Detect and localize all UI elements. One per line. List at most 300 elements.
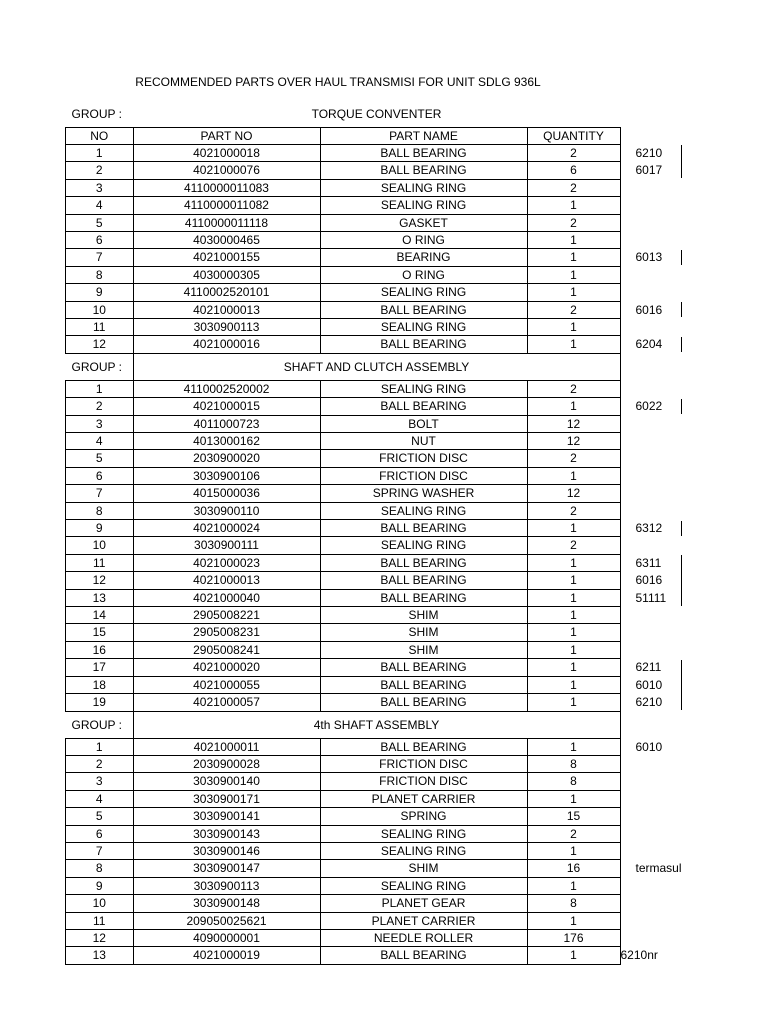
quantity: 1 bbox=[527, 520, 620, 537]
part-name: BALL BEARING bbox=[320, 554, 527, 571]
item-number: 6 bbox=[66, 231, 134, 248]
bearing-remark bbox=[620, 197, 711, 214]
item-number: 13 bbox=[66, 589, 134, 606]
table-row bbox=[66, 380, 712, 397]
part-name: SEALING RING bbox=[320, 877, 527, 894]
item-number: 1 bbox=[66, 738, 134, 755]
column-header: PART NAME bbox=[320, 127, 527, 144]
document-title: RECOMMENDED PARTS OVER HAUL TRANSMISI FOR UNIT SDLG 936L bbox=[135, 75, 541, 89]
bearing-remark bbox=[620, 214, 711, 231]
table-row bbox=[66, 450, 712, 467]
table-row bbox=[66, 415, 712, 432]
part-name: SEALING RING bbox=[320, 179, 527, 196]
part-number: 4021000155 bbox=[133, 249, 320, 266]
part-number: 3030900111 bbox=[133, 537, 320, 554]
part-name: SHIM bbox=[320, 860, 527, 877]
part-number: 4110002520101 bbox=[133, 284, 320, 301]
quantity: 1 bbox=[527, 790, 620, 807]
group-label: GROUP : bbox=[71, 717, 122, 732]
remark-cell bbox=[620, 353, 711, 380]
bearing-remark bbox=[620, 694, 711, 711]
part-name: SHIM bbox=[320, 624, 527, 641]
part-name: FRICTION DISC bbox=[320, 755, 527, 772]
part-number: 4090000001 bbox=[133, 929, 320, 946]
bearing-remark bbox=[620, 860, 711, 877]
quantity: 2 bbox=[527, 825, 620, 842]
bearing-remark bbox=[620, 485, 711, 502]
bracket-mark bbox=[681, 674, 682, 692]
table-row bbox=[66, 755, 712, 772]
bracket-mark bbox=[681, 555, 682, 570]
part-number: 3030900148 bbox=[133, 895, 320, 912]
item-number: 13 bbox=[66, 947, 134, 964]
bearing-remark bbox=[620, 912, 711, 929]
part-name: BEARING bbox=[320, 249, 527, 266]
item-number: 18 bbox=[66, 676, 134, 693]
part-number: 3030900110 bbox=[133, 502, 320, 519]
table-row bbox=[66, 694, 712, 711]
item-number: 3 bbox=[66, 415, 134, 432]
quantity: 15 bbox=[527, 808, 620, 825]
part-name: BALL BEARING bbox=[320, 301, 527, 318]
item-number: 15 bbox=[66, 624, 134, 641]
part-number: 4021000016 bbox=[133, 336, 320, 353]
part-number: 2905008231 bbox=[133, 624, 320, 641]
table-row bbox=[66, 398, 712, 415]
part-number: 3030900106 bbox=[133, 467, 320, 484]
item-number: 17 bbox=[66, 659, 134, 676]
quantity: 1 bbox=[527, 694, 620, 711]
quantity: 1 bbox=[527, 249, 620, 266]
group-header bbox=[66, 711, 712, 738]
part-name: SHIM bbox=[320, 607, 527, 624]
bearing-remark bbox=[620, 502, 711, 519]
quantity: 1 bbox=[527, 676, 620, 693]
quantity: 8 bbox=[527, 773, 620, 790]
bearing-remark bbox=[620, 415, 711, 432]
item-number: 6 bbox=[66, 467, 134, 484]
part-number: 4021000013 bbox=[133, 572, 320, 589]
quantity: 12 bbox=[527, 415, 620, 432]
item-number: 19 bbox=[66, 694, 134, 711]
table-row bbox=[66, 179, 712, 196]
bracket-mark bbox=[681, 250, 682, 265]
part-name: BALL BEARING bbox=[320, 738, 527, 755]
part-number: 4021000076 bbox=[133, 162, 320, 179]
bearing-remark bbox=[620, 336, 711, 353]
part-number: 3030900113 bbox=[133, 877, 320, 894]
remark-cell bbox=[620, 711, 711, 738]
part-number: 3030900140 bbox=[133, 773, 320, 790]
table-row bbox=[66, 520, 712, 537]
table-row bbox=[66, 214, 712, 231]
quantity: 2 bbox=[527, 537, 620, 554]
quantity: 1 bbox=[527, 607, 620, 624]
table-row bbox=[66, 336, 712, 353]
part-name: SPRING WASHER bbox=[320, 485, 527, 502]
part-name: SEALING RING bbox=[320, 842, 527, 859]
part-name: SHIM bbox=[320, 641, 527, 658]
bearing-remark bbox=[620, 433, 711, 450]
group-label: GROUP : bbox=[71, 359, 122, 374]
group-header bbox=[66, 353, 712, 380]
table-row bbox=[66, 485, 712, 502]
item-number: 3 bbox=[66, 773, 134, 790]
item-number: 7 bbox=[66, 249, 134, 266]
part-name: BALL BEARING bbox=[320, 572, 527, 589]
part-number: 4011000723 bbox=[133, 415, 320, 432]
bracket-mark bbox=[681, 160, 682, 178]
part-name: SEALING RING bbox=[320, 284, 527, 301]
table-row bbox=[66, 825, 712, 842]
part-number: 3030900143 bbox=[133, 825, 320, 842]
bearing-remark-text: 6210nr bbox=[620, 948, 658, 963]
item-number: 2 bbox=[66, 398, 134, 415]
group-header bbox=[66, 101, 712, 127]
part-number: 4021000023 bbox=[133, 554, 320, 571]
quantity: 2 bbox=[527, 380, 620, 397]
item-number: 12 bbox=[66, 929, 134, 946]
part-number: 4021000024 bbox=[133, 520, 320, 537]
parts-table bbox=[65, 101, 712, 965]
item-number: 1 bbox=[66, 144, 134, 161]
table-row bbox=[66, 589, 712, 606]
quantity: 1 bbox=[527, 659, 620, 676]
table-row bbox=[66, 842, 712, 859]
part-number: 3030900146 bbox=[133, 842, 320, 859]
part-name: FRICTION DISC bbox=[320, 467, 527, 484]
part-name: SEALING RING bbox=[320, 502, 527, 519]
quantity: 2 bbox=[527, 301, 620, 318]
part-name: FRICTION DISC bbox=[320, 773, 527, 790]
item-number: 12 bbox=[66, 572, 134, 589]
remark-cell bbox=[620, 101, 711, 127]
bearing-remark-text: 6010 bbox=[635, 677, 663, 692]
table-row bbox=[66, 947, 712, 964]
part-name: SEALING RING bbox=[320, 318, 527, 335]
item-number: 7 bbox=[66, 485, 134, 502]
item-number: 10 bbox=[66, 537, 134, 554]
quantity: 1 bbox=[527, 572, 620, 589]
quantity: 1 bbox=[527, 398, 620, 415]
table-row bbox=[66, 162, 712, 179]
quantity: 1 bbox=[527, 336, 620, 353]
quantity: 12 bbox=[527, 485, 620, 502]
bearing-remark-text: 6016 bbox=[635, 573, 663, 588]
quantity: 1 bbox=[527, 641, 620, 658]
item-number: 5 bbox=[66, 450, 134, 467]
bracket-mark bbox=[681, 399, 682, 414]
part-number: 4021000011 bbox=[133, 738, 320, 755]
table-row bbox=[66, 790, 712, 807]
item-number: 10 bbox=[66, 301, 134, 318]
bearing-remark bbox=[620, 554, 711, 571]
part-name: BALL BEARING bbox=[320, 947, 527, 964]
part-name: NUT bbox=[320, 433, 527, 450]
bearing-remark bbox=[620, 572, 711, 589]
bearing-remark-text: 6017 bbox=[635, 163, 663, 178]
item-number: 11 bbox=[66, 912, 134, 929]
table-row bbox=[66, 624, 712, 641]
bearing-remark-text: 51111 bbox=[635, 590, 667, 605]
part-name: GASKET bbox=[320, 214, 527, 231]
part-number: 3030900113 bbox=[133, 318, 320, 335]
part-name: NEEDLE ROLLER bbox=[320, 929, 527, 946]
remark-cell bbox=[620, 127, 711, 144]
bearing-remark bbox=[620, 284, 711, 301]
bearing-remark bbox=[620, 755, 711, 772]
table-row bbox=[66, 318, 712, 335]
part-number: 4021000040 bbox=[133, 589, 320, 606]
part-number: 3030900141 bbox=[133, 808, 320, 825]
part-name: O RING bbox=[320, 266, 527, 283]
part-number: 2030900020 bbox=[133, 450, 320, 467]
part-name: BOLT bbox=[320, 415, 527, 432]
part-name: BALL BEARING bbox=[320, 694, 527, 711]
table-row bbox=[66, 554, 712, 571]
item-number: 12 bbox=[66, 336, 134, 353]
bearing-remark bbox=[620, 773, 711, 790]
group-label: GROUP : bbox=[71, 106, 122, 121]
part-number: 4021000020 bbox=[133, 659, 320, 676]
bearing-remark bbox=[620, 266, 711, 283]
bearing-remark bbox=[620, 676, 711, 693]
item-number: 9 bbox=[66, 284, 134, 301]
part-name: BALL BEARING bbox=[320, 676, 527, 693]
quantity: 1 bbox=[527, 589, 620, 606]
part-number: 4110000011118 bbox=[133, 214, 320, 231]
parts-table-body bbox=[66, 101, 712, 964]
part-name: SEALING RING bbox=[320, 825, 527, 842]
bearing-remark bbox=[620, 877, 711, 894]
bearing-remark bbox=[620, 450, 711, 467]
quantity: 1 bbox=[527, 912, 620, 929]
item-number: 4 bbox=[66, 433, 134, 450]
table-row bbox=[66, 266, 712, 283]
bracket-mark bbox=[681, 660, 682, 675]
bearing-remark-text: 6022 bbox=[635, 399, 663, 414]
bearing-remark bbox=[620, 301, 711, 318]
part-number: 4021000015 bbox=[133, 398, 320, 415]
item-number: 5 bbox=[66, 808, 134, 825]
quantity: 2 bbox=[527, 214, 620, 231]
bearing-remark bbox=[620, 537, 711, 554]
table-row bbox=[66, 301, 712, 318]
bearing-remark bbox=[620, 659, 711, 676]
parts-sheet bbox=[65, 101, 712, 965]
bearing-remark bbox=[620, 179, 711, 196]
item-number: 8 bbox=[66, 266, 134, 283]
bearing-remark bbox=[620, 520, 711, 537]
part-name: PLANET GEAR bbox=[320, 895, 527, 912]
part-name: BALL BEARING bbox=[320, 162, 527, 179]
quantity: 1 bbox=[527, 947, 620, 964]
part-name: FRICTION DISC bbox=[320, 450, 527, 467]
part-number: 2905008241 bbox=[133, 641, 320, 658]
table-row bbox=[66, 144, 712, 161]
table-row bbox=[66, 676, 712, 693]
quantity: 8 bbox=[527, 755, 620, 772]
group-name: SHAFT AND CLUTCH ASSEMBLY bbox=[133, 353, 620, 380]
quantity: 12 bbox=[527, 433, 620, 450]
item-number: 9 bbox=[66, 520, 134, 537]
column-header: NO bbox=[66, 127, 134, 144]
quantity: 1 bbox=[527, 197, 620, 214]
bearing-remark-text: 6210 bbox=[635, 695, 663, 710]
part-name: BALL BEARING bbox=[320, 144, 527, 161]
part-number: 4110000011083 bbox=[133, 179, 320, 196]
table-row bbox=[66, 641, 712, 658]
table-row bbox=[66, 249, 712, 266]
quantity: 1 bbox=[527, 877, 620, 894]
quantity: 1 bbox=[527, 624, 620, 641]
part-number: 209050025621 bbox=[133, 912, 320, 929]
item-number: 4 bbox=[66, 790, 134, 807]
table-row bbox=[66, 895, 712, 912]
table-row bbox=[66, 502, 712, 519]
quantity: 1 bbox=[527, 284, 620, 301]
part-number: 2030900028 bbox=[133, 755, 320, 772]
quantity: 6 bbox=[527, 162, 620, 179]
table-row bbox=[66, 433, 712, 450]
item-number: 16 bbox=[66, 641, 134, 658]
quantity: 1 bbox=[527, 467, 620, 484]
table-row bbox=[66, 231, 712, 248]
bracket-mark bbox=[681, 692, 682, 710]
table-row bbox=[66, 537, 712, 554]
bearing-remark bbox=[620, 790, 711, 807]
bearing-remark bbox=[620, 249, 711, 266]
part-name: O RING bbox=[320, 231, 527, 248]
item-number: 11 bbox=[66, 318, 134, 335]
bearing-remark bbox=[620, 144, 711, 161]
bearing-remark bbox=[620, 895, 711, 912]
bearing-remark bbox=[620, 808, 711, 825]
part-number: 4030000465 bbox=[133, 231, 320, 248]
part-number: 4021000018 bbox=[133, 144, 320, 161]
bearing-remark-text: 6013 bbox=[635, 250, 663, 265]
bearing-remark bbox=[620, 318, 711, 335]
item-number: 8 bbox=[66, 860, 134, 877]
bracket-mark bbox=[681, 587, 682, 605]
column-header: QUANTITY bbox=[527, 127, 620, 144]
table-row bbox=[66, 773, 712, 790]
quantity: 1 bbox=[527, 842, 620, 859]
quantity: 16 bbox=[527, 860, 620, 877]
table-row bbox=[66, 607, 712, 624]
quantity: 1 bbox=[527, 266, 620, 283]
part-number: 4110002520002 bbox=[133, 380, 320, 397]
part-number: 4015000036 bbox=[133, 485, 320, 502]
table-row bbox=[66, 659, 712, 676]
quantity: 2 bbox=[527, 450, 620, 467]
bearing-remark bbox=[620, 380, 711, 397]
bearing-remark-text: 6016 bbox=[635, 302, 663, 317]
part-number: 3030900147 bbox=[133, 860, 320, 877]
item-number: 8 bbox=[66, 502, 134, 519]
table-row bbox=[66, 912, 712, 929]
item-number: 7 bbox=[66, 842, 134, 859]
quantity: 1 bbox=[527, 231, 620, 248]
bearing-remark bbox=[620, 467, 711, 484]
part-name: PLANET CARRIER bbox=[320, 912, 527, 929]
bearing-remark bbox=[620, 738, 711, 755]
part-name: SEALING RING bbox=[320, 537, 527, 554]
part-number: 4021000013 bbox=[133, 301, 320, 318]
item-number: 6 bbox=[66, 825, 134, 842]
quantity: 176 bbox=[527, 929, 620, 946]
part-name: SPRING bbox=[320, 808, 527, 825]
part-number: 4021000057 bbox=[133, 694, 320, 711]
table-row bbox=[66, 929, 712, 946]
quantity: 1 bbox=[527, 554, 620, 571]
bearing-remark-text: termasul bbox=[635, 861, 682, 876]
item-number: 2 bbox=[66, 755, 134, 772]
group-name: TORQUE CONVENTER bbox=[311, 106, 442, 121]
part-name: SEALING RING bbox=[320, 197, 527, 214]
item-number: 10 bbox=[66, 895, 134, 912]
table-row bbox=[66, 197, 712, 214]
bearing-remark bbox=[620, 947, 711, 964]
table-row bbox=[66, 284, 712, 301]
part-name: SEALING RING bbox=[320, 380, 527, 397]
part-number: 4013000162 bbox=[133, 433, 320, 450]
part-name: PLANET CARRIER bbox=[320, 790, 527, 807]
bearing-remark bbox=[620, 589, 711, 606]
column-header-row bbox=[66, 127, 712, 144]
item-number: 2 bbox=[66, 162, 134, 179]
item-number: 4 bbox=[66, 197, 134, 214]
part-number: 4110000011082 bbox=[133, 197, 320, 214]
table-row bbox=[66, 572, 712, 589]
bearing-remark bbox=[620, 231, 711, 248]
table-row bbox=[66, 738, 712, 755]
bearing-remark-text: 6312 bbox=[635, 521, 663, 536]
part-name: BALL BEARING bbox=[320, 659, 527, 676]
bearing-remark bbox=[620, 641, 711, 658]
quantity: 8 bbox=[527, 895, 620, 912]
part-number: 3030900171 bbox=[133, 790, 320, 807]
bracket-mark bbox=[681, 570, 682, 588]
part-number: 4021000055 bbox=[133, 676, 320, 693]
bracket-mark bbox=[681, 521, 682, 536]
part-name: BALL BEARING bbox=[320, 589, 527, 606]
quantity: 1 bbox=[527, 318, 620, 335]
bearing-remark bbox=[620, 825, 711, 842]
part-number: 4030000305 bbox=[133, 266, 320, 283]
bearing-remark bbox=[620, 607, 711, 624]
table-row bbox=[66, 877, 712, 894]
part-name: BALL BEARING bbox=[320, 398, 527, 415]
quantity: 1 bbox=[527, 738, 620, 755]
item-number: 9 bbox=[66, 877, 134, 894]
bearing-remark bbox=[620, 398, 711, 415]
bearing-remark bbox=[620, 842, 711, 859]
item-number: 3 bbox=[66, 179, 134, 196]
bracket-mark bbox=[681, 302, 682, 317]
quantity: 2 bbox=[527, 144, 620, 161]
table-row bbox=[66, 808, 712, 825]
bearing-remark bbox=[620, 624, 711, 641]
bearing-remark-text: 6204 bbox=[635, 337, 663, 352]
part-number: 4021000019 bbox=[133, 947, 320, 964]
item-number: 14 bbox=[66, 607, 134, 624]
bearing-remark-text: 6211 bbox=[635, 660, 662, 675]
quantity: 2 bbox=[527, 179, 620, 196]
bearing-remark-text: 6210 bbox=[635, 145, 663, 160]
item-number: 1 bbox=[66, 380, 134, 397]
table-row bbox=[66, 467, 712, 484]
